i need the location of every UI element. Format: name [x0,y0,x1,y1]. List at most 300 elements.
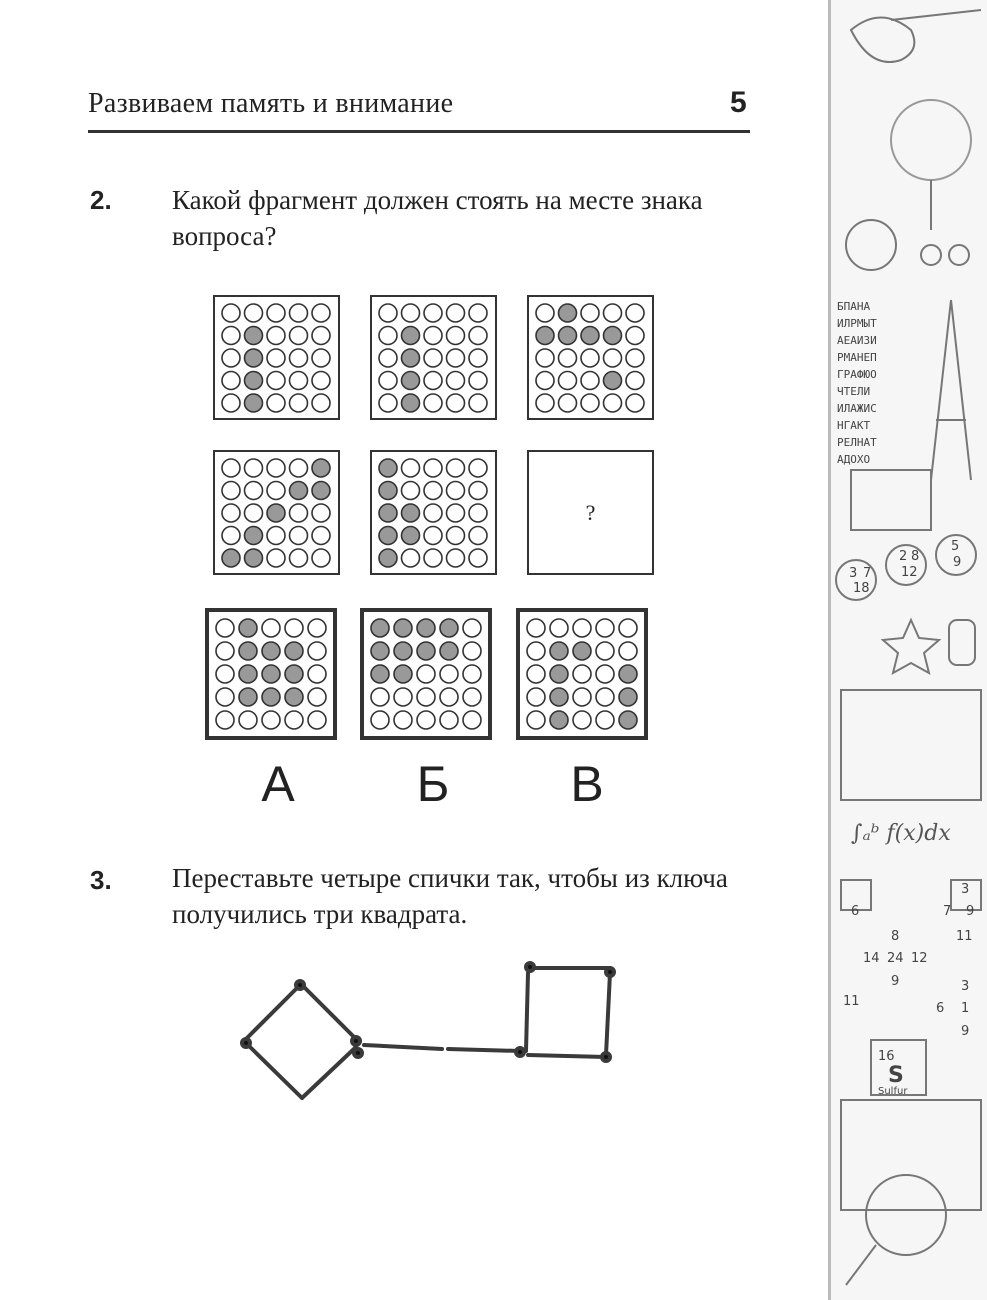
empty-circle [619,619,637,637]
svg-text:7: 7 [863,566,872,581]
bicycle-icon [921,245,941,265]
empty-circle [573,665,591,683]
svg-text:6: 6 [851,904,860,919]
filled-circle [394,619,412,637]
empty-circle [447,482,465,500]
empty-circle [424,482,442,500]
filled-circle [379,549,397,567]
matchstick [606,973,610,1055]
empty-circle [596,642,614,660]
filled-circle [285,642,303,660]
svg-text:ИЛРМЫТ: ИЛРМЫТ [837,317,877,330]
empty-circle [536,372,554,390]
svg-text:НГАКТ: НГАКТ [837,419,871,432]
empty-circle [581,394,599,412]
empty-circle [379,327,397,345]
svg-text:АЕАИЗИ: АЕАИЗИ [837,334,877,347]
empty-circle [267,304,285,322]
empty-circle [424,372,442,390]
filled-circle [371,642,389,660]
empty-circle [469,394,487,412]
svg-text:9: 9 [961,1024,970,1039]
match-head [526,963,534,971]
wire-line [891,10,981,20]
empty-circle [222,394,240,412]
empty-circle [550,619,568,637]
filled-circle [417,619,435,637]
empty-circle [527,665,545,683]
portrait-icon [846,220,896,270]
filled-circle [239,619,257,637]
decorative-sidebar [828,0,987,1300]
filled-circle [245,349,263,367]
option-v-grid [516,608,648,740]
empty-circle [447,304,465,322]
matchstick [448,1049,520,1051]
svg-text:РМАНЕП: РМАНЕП [837,351,877,364]
empty-circle [308,642,326,660]
magnifying-glass-icon [866,1175,946,1255]
empty-circle [267,527,285,545]
empty-circle [424,549,442,567]
circle-grid [372,452,495,573]
empty-circle [222,504,240,522]
empty-circle [222,327,240,345]
empty-circle [267,327,285,345]
empty-circle [371,688,389,706]
filled-circle [402,527,420,545]
empty-circle [626,349,644,367]
empty-circle [469,504,487,522]
task-2-text-line1: Какой фрагмент должен стоять на месте знака [172,185,703,215]
filled-circle [262,688,280,706]
match-head [606,968,614,976]
empty-circle [402,549,420,567]
matchstick [526,973,528,1051]
empty-circle [216,642,234,660]
match-head [602,1053,610,1061]
empty-circle [527,642,545,660]
option-b-grid [360,608,492,740]
svg-text:3: 3 [961,882,970,897]
matchstick [302,985,356,1039]
svg-text:14: 14 [863,951,880,966]
empty-circle [379,304,397,322]
empty-circle [424,459,442,477]
empty-circle [619,642,637,660]
filled-circle [239,642,257,660]
filled-circle [267,504,285,522]
empty-circle [581,372,599,390]
empty-circle [573,711,591,729]
filled-circle [239,665,257,683]
empty-circle [527,711,545,729]
svg-text:S: S [888,1063,904,1088]
filled-circle [619,711,637,729]
question-mark: ? [585,499,596,525]
empty-circle [440,665,458,683]
svg-text:1: 1 [961,1001,970,1016]
filled-circle [581,327,599,345]
filled-circle [371,619,389,637]
empty-circle [536,349,554,367]
filled-circle [402,394,420,412]
empty-circle [222,372,240,390]
circle-grid [529,297,652,418]
empty-circle [447,459,465,477]
filled-circle [394,665,412,683]
empty-circle [290,394,308,412]
filled-circle [285,688,303,706]
empty-circle [424,504,442,522]
svg-text:11: 11 [843,994,860,1009]
empty-circle [371,711,389,729]
svg-text:24: 24 [887,951,904,966]
empty-circle [559,349,577,367]
empty-circle [222,482,240,500]
empty-circle [463,619,481,637]
empty-circle [245,304,263,322]
filled-circle [559,304,577,322]
filled-circle [402,372,420,390]
empty-circle [626,372,644,390]
star-icon [883,620,939,673]
filled-circle [222,549,240,567]
empty-circle [469,482,487,500]
task-2-number: 2. [90,185,112,215]
filled-circle [312,482,330,500]
empty-circle [626,327,644,345]
svg-text:Sulfur: Sulfur [878,1086,908,1097]
question-grid [527,450,654,575]
empty-circle [463,642,481,660]
empty-circle [559,372,577,390]
matchstick [246,985,300,1039]
filled-circle [619,688,637,706]
empty-circle [573,619,591,637]
empty-circle [596,711,614,729]
match-head [296,981,304,989]
empty-circle [245,482,263,500]
filled-circle [550,688,568,706]
svg-text:3: 3 [961,979,970,994]
empty-circle [222,349,240,367]
empty-circle [447,394,465,412]
puzzle-grid-3 [527,295,654,420]
filled-circle [245,394,263,412]
maze-icon [851,470,931,530]
svg-text:5: 5 [951,539,960,554]
empty-circle [379,372,397,390]
empty-circle [308,688,326,706]
match-head [352,1037,360,1045]
empty-circle [536,304,554,322]
filled-circle [245,327,263,345]
circle-grid [520,612,644,736]
empty-circle [267,372,285,390]
eagle-icon [851,18,914,63]
filled-circle [379,482,397,500]
running-header-title: Развиваем память и внимание [88,88,454,119]
filled-circle [604,327,622,345]
empty-circle [267,482,285,500]
filled-circle [402,327,420,345]
empty-circle [424,527,442,545]
empty-circle [440,688,458,706]
empty-circle [312,349,330,367]
filled-circle [402,349,420,367]
empty-circle [581,304,599,322]
match-head [242,1039,250,1047]
option-a-label: А [261,756,295,812]
empty-circle [447,527,465,545]
filled-circle [440,642,458,660]
empty-circle [417,711,435,729]
empty-circle [463,688,481,706]
puzzle-grid-5 [370,450,497,575]
empty-circle [379,394,397,412]
match-head [354,1049,362,1057]
filled-circle [536,327,554,345]
letter-grid-row: БПАНА [837,300,871,313]
empty-circle [440,711,458,729]
empty-circle [262,711,280,729]
filled-circle [379,504,397,522]
empty-circle [267,394,285,412]
filled-circle [245,372,263,390]
empty-circle [222,459,240,477]
filled-circle [379,459,397,477]
filled-circle [239,688,257,706]
circle-grid [215,452,338,573]
svg-text:РЕЛНАТ: РЕЛНАТ [837,436,877,449]
circle-grid [372,297,495,418]
puzzle-grid-1 [213,295,340,420]
filled-circle [371,665,389,683]
option-v-label: В [570,756,604,812]
empty-circle [239,711,257,729]
task-2-text-line2: вопроса? [172,221,277,251]
circle-grid [364,612,488,736]
empty-circle [312,372,330,390]
filled-circle [379,527,397,545]
empty-circle [447,372,465,390]
svg-text:16: 16 [878,1049,895,1064]
empty-circle [527,688,545,706]
empty-circle [308,665,326,683]
puzzle-grid-2 [370,295,497,420]
empty-circle [312,394,330,412]
empty-circle [216,688,234,706]
empty-circle [469,549,487,567]
empty-circle [626,394,644,412]
svg-text:12: 12 [911,951,928,966]
empty-circle [424,394,442,412]
matchstick [364,1045,442,1049]
empty-circle [626,304,644,322]
eiffel-tower-icon [931,300,971,480]
empty-circle [394,711,412,729]
svg-text:18: 18 [853,581,870,596]
empty-circle [573,688,591,706]
svg-text:11: 11 [956,929,973,944]
svg-text:6: 6 [936,1001,945,1016]
empty-circle [469,327,487,345]
matchstick [248,1045,302,1098]
empty-circle [581,349,599,367]
svg-text:9: 9 [953,555,962,570]
empty-circle [469,304,487,322]
filled-circle [604,372,622,390]
empty-circle [290,527,308,545]
empty-circle [222,304,240,322]
header-divider [88,130,750,133]
empty-circle [424,304,442,322]
empty-circle [469,459,487,477]
filled-circle [290,482,308,500]
empty-circle [267,549,285,567]
empty-circle [245,459,263,477]
task-3-text [172,860,750,932]
integral-formula: ∫ₐᵇ f(x)dx [851,821,951,846]
empty-circle [379,349,397,367]
lantern-icon [949,620,975,665]
empty-circle [596,688,614,706]
svg-text:9: 9 [891,974,900,989]
empty-circle [604,394,622,412]
matchstick-key-figure [230,955,630,1115]
empty-circle [267,459,285,477]
matchstick [302,1047,356,1098]
filled-circle [417,642,435,660]
task-2-text [172,182,750,254]
task-3-text-line2: получились три квадрата. [172,899,468,929]
empty-circle [290,459,308,477]
matchstick [528,1055,606,1057]
circle-grid [215,297,338,418]
empty-circle [417,688,435,706]
empty-circle [290,372,308,390]
empty-circle [285,711,303,729]
empty-circle [285,619,303,637]
svg-text:7: 7 [943,904,952,919]
empty-circle [527,619,545,637]
empty-circle [245,504,263,522]
tree-icon [891,100,971,180]
picture-puzzle-icon [841,690,981,800]
svg-text:12: 12 [901,565,918,580]
match-head [516,1048,524,1056]
empty-circle [447,504,465,522]
empty-circle [463,711,481,729]
filled-circle [262,665,280,683]
empty-circle [596,665,614,683]
task-3-number: 3. [90,865,112,895]
empty-circle [290,349,308,367]
empty-circle [559,394,577,412]
filled-circle [402,504,420,522]
svg-text:8: 8 [891,929,900,944]
filled-circle [245,549,263,567]
svg-text:2: 2 [899,549,908,564]
filled-circle [550,665,568,683]
empty-circle [290,304,308,322]
empty-circle [394,688,412,706]
page-number: 5 [730,86,747,119]
empty-circle [447,349,465,367]
empty-circle [216,619,234,637]
empty-circle [312,304,330,322]
empty-circle [216,711,234,729]
filled-circle [573,642,591,660]
empty-circle [417,665,435,683]
empty-circle [469,372,487,390]
empty-circle [424,349,442,367]
empty-circle [216,665,234,683]
empty-circle [222,527,240,545]
empty-circle [402,482,420,500]
task-3-text-line1: Переставьте четыре спички так, чтобы из ключа [172,863,728,893]
filled-circle [550,711,568,729]
empty-circle [267,349,285,367]
empty-circle [402,304,420,322]
option-a-grid [205,608,337,740]
empty-circle [290,549,308,567]
filled-circle [619,665,637,683]
filled-circle [394,642,412,660]
empty-circle [424,327,442,345]
empty-circle [447,549,465,567]
empty-circle [312,527,330,545]
filled-circle [550,642,568,660]
empty-circle [447,327,465,345]
sidebar-illustrations [831,0,987,1300]
empty-circle [262,619,280,637]
svg-text:8: 8 [911,549,920,564]
empty-circle [469,527,487,545]
empty-circle [469,349,487,367]
empty-circle [308,711,326,729]
empty-circle [312,327,330,345]
filled-circle [245,527,263,545]
option-b-label: Б [416,756,450,812]
empty-circle [463,665,481,683]
filled-circle [285,665,303,683]
svg-text:3: 3 [849,566,858,581]
filled-circle [559,327,577,345]
empty-circle [596,619,614,637]
empty-circle [402,459,420,477]
svg-text:АДОХО: АДОХО [837,453,871,466]
filled-circle [262,642,280,660]
filled-circle [312,459,330,477]
empty-circle [604,304,622,322]
empty-circle [308,619,326,637]
empty-circle [290,327,308,345]
empty-circle [312,504,330,522]
svg-text:9: 9 [966,904,975,919]
empty-circle [290,504,308,522]
empty-circle [604,349,622,367]
circle-grid [209,612,333,736]
svg-text:ГРАФЮО: ГРАФЮО [837,368,877,381]
empty-circle [312,549,330,567]
svg-text:ЧТЕЛИ: ЧТЕЛИ [837,385,871,398]
svg-text:ИЛАЖИС: ИЛАЖИС [837,402,877,415]
symbol-grid-icon [841,1100,981,1210]
empty-circle [536,394,554,412]
puzzle-grid-4 [213,450,340,575]
